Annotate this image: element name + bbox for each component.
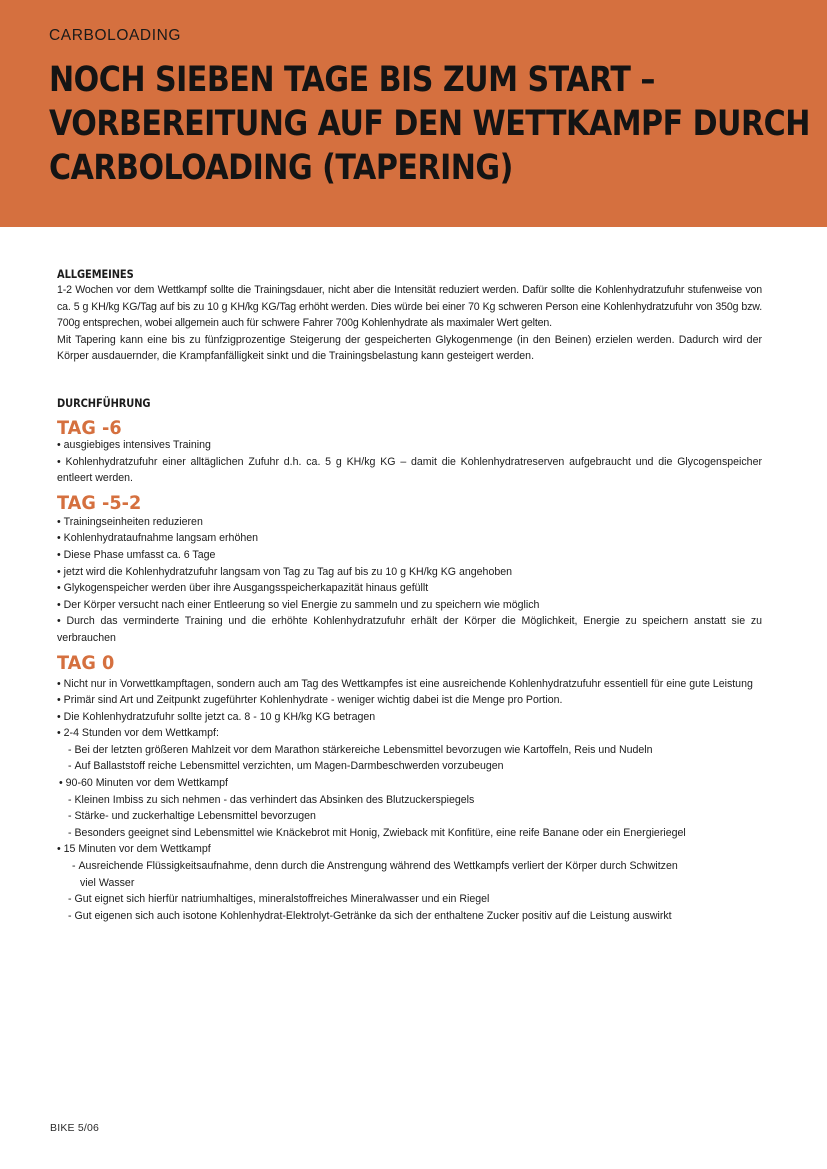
allgemeines-paragraph: 1-2 Wochen vor dem Wettkampf sollte die Trainingsdauer, nicht aber die Intensität reduziert werden. Dafür sollte die Kohlenhydratzufuhr stufenweise von ca. 5 g KH/kg KG/Tag auf bis zu 10 g KH/kg KG/Tag erhöht werden. Dies würde bei einer 70 Kg schweren Person eine Kohlenhydratzufuhr von 350g bzw. 700g entsprechen, wobei allgemein auch für schwere Fahrer 700g Kohlenhydrate als maximaler Wert gelten.: [57, 284, 762, 330]
header-banner: [0, 0, 827, 227]
section-kicker: CARBOLOADING: [49, 27, 182, 44]
list-item: • 90-60 Minuten vor dem Wettkampf: [57, 775, 762, 792]
tag-6-list: [57, 437, 762, 487]
list-item: • Die Kohlenhydratzufuhr sollte jetzt ca. 8 - 10 g KH/kg KG betragen: [57, 709, 762, 726]
article-body: [57, 264, 762, 924]
list-item: • ausgiebiges intensives Training: [57, 437, 762, 454]
tag-5-2-heading: TAG -5-2: [57, 491, 142, 514]
sub-list-item: - Besonders geeignet sind Lebensmittel wie Knäckebrot mit Honig, Zwieback mit Konfitüre, eine reife Banane oder ein Energieriegel: [57, 825, 762, 842]
sub-list-item: [57, 858, 762, 891]
list-item: • Glykogenspeicher werden über ihre Ausgangsspeicherkapazität hinaus gefüllt: [57, 580, 762, 597]
list-item: • Der Körper versucht nach einer Entleerung so viel Energie zu sammeln und zu speichern wie möglich: [57, 597, 762, 614]
title-line: VORBEREITUNG AUF DEN WETTKAMPF DURCH: [49, 104, 810, 144]
sub-list-item: - Auf Ballaststoff reiche Lebensmittel verzichten, um Magen-Darmbeschwerden vorzubeugen: [57, 758, 762, 775]
tag-0-heading: TAG 0: [57, 651, 115, 674]
tag-0-list: [57, 676, 762, 925]
sub-list-item: - Kleinen Imbiss zu sich nehmen - das verhindert das Absinken des Blutzuckerspiegels: [57, 792, 762, 809]
list-item: • Nicht nur in Vorwettkampftagen, sondern auch am Tag des Wettkampfes ist eine ausreichende Kohlenhydratzufuhr essentiell für eine gute Leistung: [57, 676, 762, 693]
sub-list-item: - Bei der letzten größeren Mahlzeit vor dem Marathon stärkereiche Lebensmittel bevorzugen wie Kartoffeln, Reis und Nudeln: [57, 742, 762, 759]
title-line: CARBOLOADING (TAPERING): [49, 148, 513, 188]
sub-list-item: - Gut eigenen sich auch isotone Kohlenhydrat-Elektrolyt-Getränke da sich der enthaltene Zucker positiv auf die Leistung auswirkt: [57, 908, 762, 925]
list-item: • Kohlenhydrataufnahme langsam erhöhen: [57, 530, 762, 547]
title-line: NOCH SIEBEN TAGE BIS ZUM START –: [49, 60, 655, 100]
list-item: • Durch das verminderte Training und die erhöhte Kohlenhydratzufuhr erhält der Körper die Möglichkeit, Energie zu speichern anstatt sie zu verbrauchen: [57, 613, 762, 646]
page-title: [49, 58, 810, 190]
tag-6-heading: TAG -6: [57, 416, 122, 439]
list-item: • 2-4 Stunden vor dem Wettkampf:: [57, 725, 762, 742]
sub-list-item: - Stärke- und zuckerhaltige Lebensmittel bevorzugen: [57, 808, 762, 825]
list-item: • Trainingseinheiten reduzieren: [57, 514, 762, 531]
list-item: • 15 Minuten vor dem Wettkampf: [57, 841, 762, 858]
list-item: • Kohlenhydratzufuhr einer alltäglichen Zufuhr d.h. ca. 5 g KH/kg KG – damit die Kohlenhydratreserven aufgebraucht und die Glycogenspeicher entleert werden.: [57, 454, 762, 487]
list-item: • Primär sind Art und Zeitpunkt zugeführter Kohlenhydrate - weniger wichtig dabei ist die Menge pro Portion.: [57, 692, 762, 709]
page-footer: BIKE 5/06: [50, 1122, 100, 1134]
list-item: • Diese Phase umfasst ca. 6 Tage: [57, 547, 762, 564]
durchfuehrung-heading: DURCHFÜHRUNG: [57, 395, 151, 410]
tag-5-2-list: [57, 514, 762, 647]
sub-list-item: - Gut eignet sich hierfür natriumhaltiges, mineralstoffreiches Mineralwasser und ein Riegel: [57, 891, 762, 908]
sub-list-item-line: Ausreichende Flüssigkeitsaufnahme, denn durch die Anstrengung während des Wettkampfs verliert der Körper durch Schwitzen: [78, 860, 678, 873]
sub-list-item-continuation: viel Wasser: [80, 876, 135, 889]
allgemeines-paragraph: Mit Tapering kann eine bis zu fünfzigprozentige Steigerung der gespeicherten Glykogenmenge (in den Beinen) erzielen werden. Dadurch wird der Körper ausdauernder, die Krampfanfälligkeit sinkt und die Trainingsbelastung kann gesteigert werden.: [57, 333, 762, 363]
allgemeines-heading: ALLGEMEINES: [57, 267, 134, 281]
list-item: • jetzt wird die Kohlenhydratzufuhr langsam von Tag zu Tag auf bis zu 10 g KH/kg KG angehoben: [57, 564, 762, 581]
